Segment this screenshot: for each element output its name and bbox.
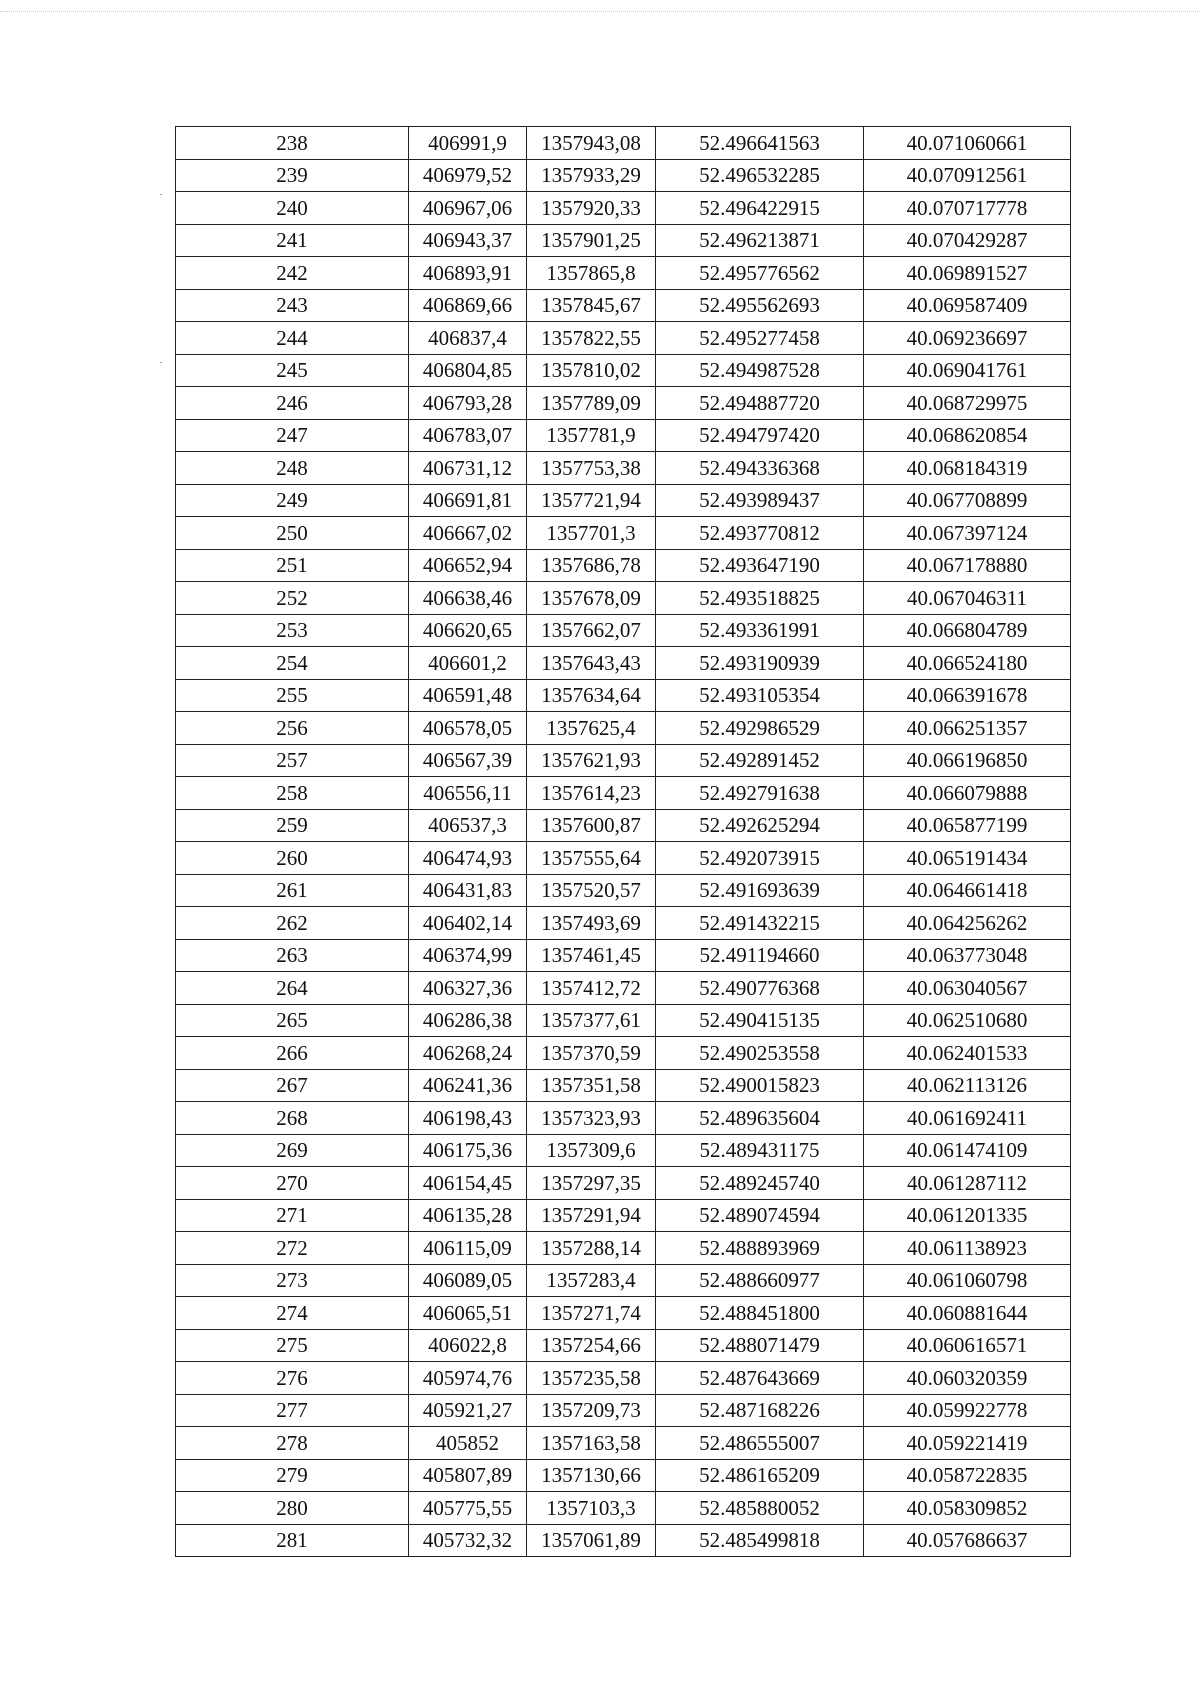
y-coordinate-cell: 1357634,64 bbox=[527, 679, 656, 712]
longitude-cell: 40.065191434 bbox=[864, 842, 1071, 875]
scan-edge-line bbox=[0, 11, 1200, 12]
table-row bbox=[176, 1492, 1071, 1525]
latitude-cell: 52.490253558 bbox=[656, 1037, 864, 1070]
latitude-cell: 52.486165209 bbox=[656, 1459, 864, 1492]
latitude-cell: 52.492073915 bbox=[656, 842, 864, 875]
point-number-cell: 271 bbox=[176, 1199, 409, 1232]
y-coordinate-cell: 1357822,55 bbox=[527, 322, 656, 355]
point-number-cell: 279 bbox=[176, 1459, 409, 1492]
longitude-cell: 40.067178880 bbox=[864, 549, 1071, 582]
latitude-cell: 52.494336368 bbox=[656, 452, 864, 485]
x-coordinate-cell: 405921,27 bbox=[409, 1394, 527, 1427]
latitude-cell: 52.494887720 bbox=[656, 387, 864, 420]
point-number-cell: 241 bbox=[176, 224, 409, 257]
table-row bbox=[176, 939, 1071, 972]
x-coordinate-cell: 406804,85 bbox=[409, 354, 527, 387]
point-number-cell: 244 bbox=[176, 322, 409, 355]
longitude-cell: 40.068729975 bbox=[864, 387, 1071, 420]
x-coordinate-cell: 405732,32 bbox=[409, 1524, 527, 1557]
table-row bbox=[176, 1069, 1071, 1102]
longitude-cell: 40.065877199 bbox=[864, 809, 1071, 842]
x-coordinate-cell: 406991,9 bbox=[409, 127, 527, 160]
latitude-cell: 52.495277458 bbox=[656, 322, 864, 355]
coordinates-table bbox=[175, 126, 1071, 1557]
y-coordinate-cell: 1357845,67 bbox=[527, 289, 656, 322]
y-coordinate-cell: 1357493,69 bbox=[527, 907, 656, 940]
table-row bbox=[176, 777, 1071, 810]
y-coordinate-cell: 1357291,94 bbox=[527, 1199, 656, 1232]
longitude-cell: 40.067397124 bbox=[864, 517, 1071, 550]
x-coordinate-cell: 405852 bbox=[409, 1427, 527, 1460]
y-coordinate-cell: 1357412,72 bbox=[527, 972, 656, 1005]
point-number-cell: 253 bbox=[176, 614, 409, 647]
longitude-cell: 40.058309852 bbox=[864, 1492, 1071, 1525]
scan-speck bbox=[160, 362, 162, 363]
point-number-cell: 272 bbox=[176, 1232, 409, 1265]
latitude-cell: 52.496532285 bbox=[656, 159, 864, 192]
table-row bbox=[176, 1362, 1071, 1395]
x-coordinate-cell: 406374,99 bbox=[409, 939, 527, 972]
point-number-cell: 277 bbox=[176, 1394, 409, 1427]
point-number-cell: 264 bbox=[176, 972, 409, 1005]
y-coordinate-cell: 1357721,94 bbox=[527, 484, 656, 517]
y-coordinate-cell: 1357781,9 bbox=[527, 419, 656, 452]
table-row bbox=[176, 1427, 1071, 1460]
x-coordinate-cell: 406731,12 bbox=[409, 452, 527, 485]
latitude-cell: 52.485499818 bbox=[656, 1524, 864, 1557]
y-coordinate-cell: 1357323,93 bbox=[527, 1102, 656, 1135]
table-row bbox=[176, 1102, 1071, 1135]
longitude-cell: 40.066196850 bbox=[864, 744, 1071, 777]
latitude-cell: 52.493770812 bbox=[656, 517, 864, 550]
latitude-cell: 52.489245740 bbox=[656, 1167, 864, 1200]
table-row bbox=[176, 809, 1071, 842]
y-coordinate-cell: 1357662,07 bbox=[527, 614, 656, 647]
x-coordinate-cell: 406431,83 bbox=[409, 874, 527, 907]
x-coordinate-cell: 406135,28 bbox=[409, 1199, 527, 1232]
y-coordinate-cell: 1357461,45 bbox=[527, 939, 656, 972]
longitude-cell: 40.063040567 bbox=[864, 972, 1071, 1005]
latitude-cell: 52.492791638 bbox=[656, 777, 864, 810]
x-coordinate-cell: 406567,39 bbox=[409, 744, 527, 777]
x-coordinate-cell: 406783,07 bbox=[409, 419, 527, 452]
longitude-cell: 40.070717778 bbox=[864, 192, 1071, 225]
table-row bbox=[176, 387, 1071, 420]
table-row bbox=[176, 1297, 1071, 1330]
latitude-cell: 52.493105354 bbox=[656, 679, 864, 712]
latitude-cell: 52.491194660 bbox=[656, 939, 864, 972]
longitude-cell: 40.061474109 bbox=[864, 1134, 1071, 1167]
y-coordinate-cell: 1357209,73 bbox=[527, 1394, 656, 1427]
latitude-cell: 52.486555007 bbox=[656, 1427, 864, 1460]
longitude-cell: 40.061060798 bbox=[864, 1264, 1071, 1297]
latitude-cell: 52.490015823 bbox=[656, 1069, 864, 1102]
table-row bbox=[176, 647, 1071, 680]
y-coordinate-cell: 1357789,09 bbox=[527, 387, 656, 420]
point-number-cell: 247 bbox=[176, 419, 409, 452]
point-number-cell: 254 bbox=[176, 647, 409, 680]
x-coordinate-cell: 405775,55 bbox=[409, 1492, 527, 1525]
latitude-cell: 52.489074594 bbox=[656, 1199, 864, 1232]
table-row bbox=[176, 874, 1071, 907]
latitude-cell: 52.488071479 bbox=[656, 1329, 864, 1362]
table-row bbox=[176, 419, 1071, 452]
x-coordinate-cell: 406474,93 bbox=[409, 842, 527, 875]
point-number-cell: 265 bbox=[176, 1004, 409, 1037]
longitude-cell: 40.067046311 bbox=[864, 582, 1071, 615]
x-coordinate-cell: 406065,51 bbox=[409, 1297, 527, 1330]
point-number-cell: 251 bbox=[176, 549, 409, 582]
y-coordinate-cell: 1357235,58 bbox=[527, 1362, 656, 1395]
latitude-cell: 52.490776368 bbox=[656, 972, 864, 1005]
y-coordinate-cell: 1357297,35 bbox=[527, 1167, 656, 1200]
x-coordinate-cell: 406198,43 bbox=[409, 1102, 527, 1135]
x-coordinate-cell: 405974,76 bbox=[409, 1362, 527, 1395]
table-row bbox=[176, 582, 1071, 615]
longitude-cell: 40.064661418 bbox=[864, 874, 1071, 907]
point-number-cell: 255 bbox=[176, 679, 409, 712]
longitude-cell: 40.066079888 bbox=[864, 777, 1071, 810]
point-number-cell: 243 bbox=[176, 289, 409, 322]
x-coordinate-cell: 406089,05 bbox=[409, 1264, 527, 1297]
longitude-cell: 40.063773048 bbox=[864, 939, 1071, 972]
table-row bbox=[176, 289, 1071, 322]
x-coordinate-cell: 406286,38 bbox=[409, 1004, 527, 1037]
latitude-cell: 52.496641563 bbox=[656, 127, 864, 160]
point-number-cell: 268 bbox=[176, 1102, 409, 1135]
y-coordinate-cell: 1357933,29 bbox=[527, 159, 656, 192]
longitude-cell: 40.067708899 bbox=[864, 484, 1071, 517]
y-coordinate-cell: 1357377,61 bbox=[527, 1004, 656, 1037]
y-coordinate-cell: 1357920,33 bbox=[527, 192, 656, 225]
table-row bbox=[176, 1394, 1071, 1427]
x-coordinate-cell: 406837,4 bbox=[409, 322, 527, 355]
x-coordinate-cell: 406022,8 bbox=[409, 1329, 527, 1362]
y-coordinate-cell: 1357753,38 bbox=[527, 452, 656, 485]
longitude-cell: 40.069236697 bbox=[864, 322, 1071, 355]
point-number-cell: 256 bbox=[176, 712, 409, 745]
x-coordinate-cell: 406667,02 bbox=[409, 517, 527, 550]
x-coordinate-cell: 406327,36 bbox=[409, 972, 527, 1005]
longitude-cell: 40.057686637 bbox=[864, 1524, 1071, 1557]
latitude-cell: 52.491432215 bbox=[656, 907, 864, 940]
x-coordinate-cell: 406691,81 bbox=[409, 484, 527, 517]
longitude-cell: 40.060881644 bbox=[864, 1297, 1071, 1330]
y-coordinate-cell: 1357701,3 bbox=[527, 517, 656, 550]
x-coordinate-cell: 406601,2 bbox=[409, 647, 527, 680]
table-row bbox=[176, 127, 1071, 160]
point-number-cell: 275 bbox=[176, 1329, 409, 1362]
point-number-cell: 242 bbox=[176, 257, 409, 290]
point-number-cell: 267 bbox=[176, 1069, 409, 1102]
point-number-cell: 250 bbox=[176, 517, 409, 550]
x-coordinate-cell: 406578,05 bbox=[409, 712, 527, 745]
y-coordinate-cell: 1357901,25 bbox=[527, 224, 656, 257]
longitude-cell: 40.069891527 bbox=[864, 257, 1071, 290]
table-row bbox=[176, 192, 1071, 225]
point-number-cell: 278 bbox=[176, 1427, 409, 1460]
x-coordinate-cell: 406556,11 bbox=[409, 777, 527, 810]
y-coordinate-cell: 1357520,57 bbox=[527, 874, 656, 907]
latitude-cell: 52.495562693 bbox=[656, 289, 864, 322]
y-coordinate-cell: 1357678,09 bbox=[527, 582, 656, 615]
y-coordinate-cell: 1357130,66 bbox=[527, 1459, 656, 1492]
x-coordinate-cell: 406967,06 bbox=[409, 192, 527, 225]
latitude-cell: 52.492625294 bbox=[656, 809, 864, 842]
y-coordinate-cell: 1357163,58 bbox=[527, 1427, 656, 1460]
y-coordinate-cell: 1357943,08 bbox=[527, 127, 656, 160]
table-row bbox=[176, 1459, 1071, 1492]
table-row bbox=[176, 484, 1071, 517]
latitude-cell: 52.488893969 bbox=[656, 1232, 864, 1265]
y-coordinate-cell: 1357865,8 bbox=[527, 257, 656, 290]
x-coordinate-cell: 406268,24 bbox=[409, 1037, 527, 1070]
x-coordinate-cell: 406537,3 bbox=[409, 809, 527, 842]
y-coordinate-cell: 1357283,4 bbox=[527, 1264, 656, 1297]
point-number-cell: 238 bbox=[176, 127, 409, 160]
y-coordinate-cell: 1357103,3 bbox=[527, 1492, 656, 1525]
point-number-cell: 246 bbox=[176, 387, 409, 420]
longitude-cell: 40.069587409 bbox=[864, 289, 1071, 322]
point-number-cell: 259 bbox=[176, 809, 409, 842]
point-number-cell: 273 bbox=[176, 1264, 409, 1297]
point-number-cell: 261 bbox=[176, 874, 409, 907]
latitude-cell: 52.485880052 bbox=[656, 1492, 864, 1525]
table-row bbox=[176, 907, 1071, 940]
latitude-cell: 52.487168226 bbox=[656, 1394, 864, 1427]
table-row bbox=[176, 159, 1071, 192]
x-coordinate-cell: 406893,91 bbox=[409, 257, 527, 290]
longitude-cell: 40.066251357 bbox=[864, 712, 1071, 745]
x-coordinate-cell: 406943,37 bbox=[409, 224, 527, 257]
longitude-cell: 40.064256262 bbox=[864, 907, 1071, 940]
latitude-cell: 52.489431175 bbox=[656, 1134, 864, 1167]
point-number-cell: 274 bbox=[176, 1297, 409, 1330]
point-number-cell: 281 bbox=[176, 1524, 409, 1557]
table-row bbox=[176, 517, 1071, 550]
latitude-cell: 52.489635604 bbox=[656, 1102, 864, 1135]
x-coordinate-cell: 406402,14 bbox=[409, 907, 527, 940]
point-number-cell: 252 bbox=[176, 582, 409, 615]
point-number-cell: 263 bbox=[176, 939, 409, 972]
table-row bbox=[176, 1004, 1071, 1037]
scan-speck bbox=[160, 194, 162, 195]
table-row bbox=[176, 1329, 1071, 1362]
table-row bbox=[176, 842, 1071, 875]
longitude-cell: 40.066804789 bbox=[864, 614, 1071, 647]
y-coordinate-cell: 1357351,58 bbox=[527, 1069, 656, 1102]
y-coordinate-cell: 1357271,74 bbox=[527, 1297, 656, 1330]
table-row bbox=[176, 1264, 1071, 1297]
longitude-cell: 40.059922778 bbox=[864, 1394, 1071, 1427]
table-row bbox=[176, 224, 1071, 257]
x-coordinate-cell: 406591,48 bbox=[409, 679, 527, 712]
latitude-cell: 52.494797420 bbox=[656, 419, 864, 452]
x-coordinate-cell: 405807,89 bbox=[409, 1459, 527, 1492]
longitude-cell: 40.062401533 bbox=[864, 1037, 1071, 1070]
point-number-cell: 260 bbox=[176, 842, 409, 875]
longitude-cell: 40.059221419 bbox=[864, 1427, 1071, 1460]
table-row bbox=[176, 744, 1071, 777]
latitude-cell: 52.496422915 bbox=[656, 192, 864, 225]
point-number-cell: 276 bbox=[176, 1362, 409, 1395]
point-number-cell: 270 bbox=[176, 1167, 409, 1200]
table-row bbox=[176, 614, 1071, 647]
point-number-cell: 262 bbox=[176, 907, 409, 940]
latitude-cell: 52.492891452 bbox=[656, 744, 864, 777]
longitude-cell: 40.066391678 bbox=[864, 679, 1071, 712]
y-coordinate-cell: 1357288,14 bbox=[527, 1232, 656, 1265]
longitude-cell: 40.068184319 bbox=[864, 452, 1071, 485]
longitude-cell: 40.061287112 bbox=[864, 1167, 1071, 1200]
table-row bbox=[176, 354, 1071, 387]
x-coordinate-cell: 406979,52 bbox=[409, 159, 527, 192]
latitude-cell: 52.493989437 bbox=[656, 484, 864, 517]
point-number-cell: 266 bbox=[176, 1037, 409, 1070]
table-row bbox=[176, 679, 1071, 712]
x-coordinate-cell: 406638,46 bbox=[409, 582, 527, 615]
y-coordinate-cell: 1357309,6 bbox=[527, 1134, 656, 1167]
table-row bbox=[176, 257, 1071, 290]
point-number-cell: 245 bbox=[176, 354, 409, 387]
longitude-cell: 40.058722835 bbox=[864, 1459, 1071, 1492]
latitude-cell: 52.493361991 bbox=[656, 614, 864, 647]
y-coordinate-cell: 1357621,93 bbox=[527, 744, 656, 777]
table-row bbox=[176, 972, 1071, 1005]
latitude-cell: 52.487643669 bbox=[656, 1362, 864, 1395]
point-number-cell: 240 bbox=[176, 192, 409, 225]
x-coordinate-cell: 406793,28 bbox=[409, 387, 527, 420]
point-number-cell: 239 bbox=[176, 159, 409, 192]
y-coordinate-cell: 1357625,4 bbox=[527, 712, 656, 745]
x-coordinate-cell: 406154,45 bbox=[409, 1167, 527, 1200]
point-number-cell: 280 bbox=[176, 1492, 409, 1525]
y-coordinate-cell: 1357600,87 bbox=[527, 809, 656, 842]
longitude-cell: 40.061201335 bbox=[864, 1199, 1071, 1232]
table-row bbox=[176, 1037, 1071, 1070]
latitude-cell: 52.494987528 bbox=[656, 354, 864, 387]
y-coordinate-cell: 1357061,89 bbox=[527, 1524, 656, 1557]
y-coordinate-cell: 1357810,02 bbox=[527, 354, 656, 387]
table-row bbox=[176, 452, 1071, 485]
longitude-cell: 40.071060661 bbox=[864, 127, 1071, 160]
latitude-cell: 52.488660977 bbox=[656, 1264, 864, 1297]
latitude-cell: 52.495776562 bbox=[656, 257, 864, 290]
point-number-cell: 257 bbox=[176, 744, 409, 777]
longitude-cell: 40.061138923 bbox=[864, 1232, 1071, 1265]
longitude-cell: 40.062113126 bbox=[864, 1069, 1071, 1102]
table-row bbox=[176, 1524, 1071, 1557]
latitude-cell: 52.493518825 bbox=[656, 582, 864, 615]
point-number-cell: 248 bbox=[176, 452, 409, 485]
table-row bbox=[176, 322, 1071, 355]
latitude-cell: 52.490415135 bbox=[656, 1004, 864, 1037]
longitude-cell: 40.066524180 bbox=[864, 647, 1071, 680]
table-row bbox=[176, 1167, 1071, 1200]
table-row bbox=[176, 1232, 1071, 1265]
point-number-cell: 269 bbox=[176, 1134, 409, 1167]
longitude-cell: 40.060320359 bbox=[864, 1362, 1071, 1395]
x-coordinate-cell: 406869,66 bbox=[409, 289, 527, 322]
longitude-cell: 40.070429287 bbox=[864, 224, 1071, 257]
longitude-cell: 40.070912561 bbox=[864, 159, 1071, 192]
table-row bbox=[176, 549, 1071, 582]
longitude-cell: 40.069041761 bbox=[864, 354, 1071, 387]
longitude-cell: 40.062510680 bbox=[864, 1004, 1071, 1037]
longitude-cell: 40.061692411 bbox=[864, 1102, 1071, 1135]
y-coordinate-cell: 1357614,23 bbox=[527, 777, 656, 810]
x-coordinate-cell: 406620,65 bbox=[409, 614, 527, 647]
coordinates-table-body bbox=[176, 127, 1071, 1557]
table-row bbox=[176, 1134, 1071, 1167]
longitude-cell: 40.060616571 bbox=[864, 1329, 1071, 1362]
x-coordinate-cell: 406652,94 bbox=[409, 549, 527, 582]
latitude-cell: 52.492986529 bbox=[656, 712, 864, 745]
longitude-cell: 40.068620854 bbox=[864, 419, 1071, 452]
latitude-cell: 52.493647190 bbox=[656, 549, 864, 582]
point-number-cell: 258 bbox=[176, 777, 409, 810]
y-coordinate-cell: 1357555,64 bbox=[527, 842, 656, 875]
y-coordinate-cell: 1357254,66 bbox=[527, 1329, 656, 1362]
table-row bbox=[176, 712, 1071, 745]
x-coordinate-cell: 406241,36 bbox=[409, 1069, 527, 1102]
latitude-cell: 52.491693639 bbox=[656, 874, 864, 907]
table-row bbox=[176, 1199, 1071, 1232]
y-coordinate-cell: 1357643,43 bbox=[527, 647, 656, 680]
latitude-cell: 52.493190939 bbox=[656, 647, 864, 680]
y-coordinate-cell: 1357370,59 bbox=[527, 1037, 656, 1070]
latitude-cell: 52.496213871 bbox=[656, 224, 864, 257]
latitude-cell: 52.488451800 bbox=[656, 1297, 864, 1330]
x-coordinate-cell: 406175,36 bbox=[409, 1134, 527, 1167]
point-number-cell: 249 bbox=[176, 484, 409, 517]
x-coordinate-cell: 406115,09 bbox=[409, 1232, 527, 1265]
y-coordinate-cell: 1357686,78 bbox=[527, 549, 656, 582]
